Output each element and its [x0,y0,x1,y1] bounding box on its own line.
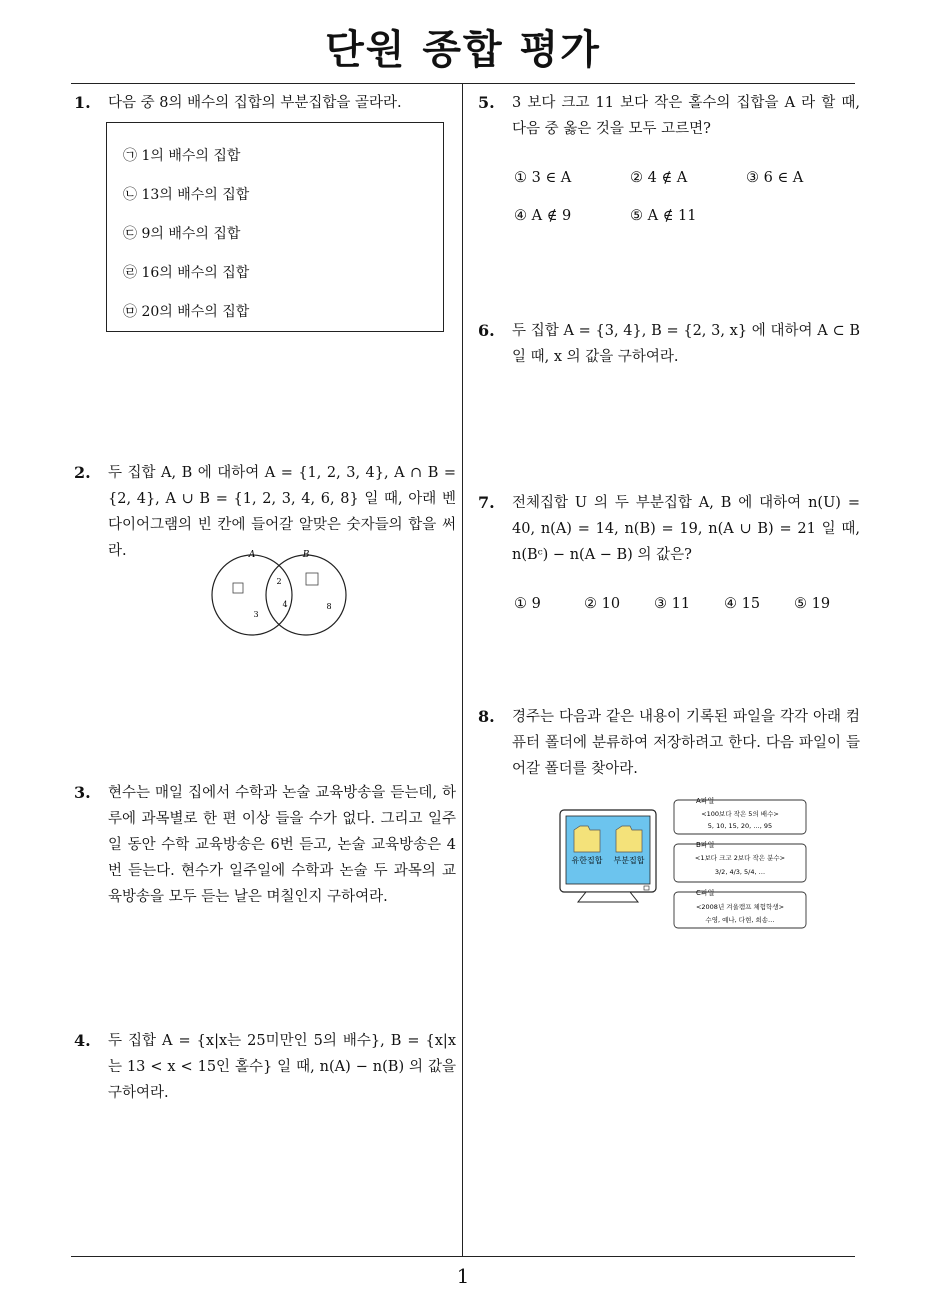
file-line: <100보다 작은 5의 배수> [701,810,779,818]
question-8 [478,704,860,782]
q7-choice: ② 10 [584,596,621,612]
page-number: 1 [456,1264,470,1288]
question-number: 3. [74,783,91,802]
venn-diagram [205,548,355,640]
q5-choice: ④ A ∉ 9 [514,208,572,224]
question-number: 1. [74,93,91,112]
question-text: 경주는 다음과 같은 내용이 기록된 파일을 각각 아래 컴퓨터 폴더에 분류하여 저장하려고 한다. 다음 파일이 들어갈 폴더를 찾아라. [512,709,860,777]
file-card-b [674,840,806,882]
q1-option: ㉢ 9의 배수의 집합 [123,226,241,242]
q1-option: ㉣ 16의 배수의 집합 [123,265,250,281]
q1-option: ㉠ 1의 배수의 집합 [123,148,241,164]
q5-choice: ② 4 ∉ A [630,170,688,186]
footer-rule [71,1256,855,1257]
question-text: 현수는 매일 집에서 수학과 논술 교육방송을 듣는데, 하루에 과목별로 한 편 이상 들을 수가 없다. 그리고 일주일 동안 수학 교육방송은 6번 듣고, 논술 교육방송은 4번 듣는다. 현수가 일주일에 수학과 논술 두 과목의 교육방송을 모두 듣는 날은 며칠인지 구하여라. [108,785,456,905]
q5-choice: ① 3 ∈ A [514,170,572,186]
question-number: 4. [74,1031,91,1050]
q1-option: ㉡ 13의 배수의 집합 [123,187,250,203]
venn-number: 3 [253,610,259,619]
venn-blank-a [233,583,243,593]
q5-choice: ⑤ A ∉ 11 [630,208,697,224]
venn-label-b: B [302,550,310,560]
question-1 [74,90,446,116]
venn-label-a: A [248,550,256,560]
question-number: 8. [478,707,495,726]
question-6 [478,318,860,370]
question-number: 5. [478,93,495,112]
question-7 [478,490,860,568]
file-line: 5, 10, 15, 20, …, 95 [707,822,773,830]
question-text: 두 집합 A = {3, 4}, B = {2, 3, x} 에 대하여 A ⊂ B 일 때, x 의 값을 구하여라. [512,323,860,365]
question-text: 전체집합 U 의 두 부분집합 A, B 에 대하여 n(U) = 40, n(A) = 14, n(B) = 19, n(A ∪ B) = 21 일 때, n(Bᶜ) − n(A − B) 의 값은? [512,495,860,563]
page-title: 단원 종합 평가 [325,27,601,73]
computer-folders-figure [556,792,811,934]
venn-number: 8 [326,602,332,611]
file-line: 수영, 예나, 다현, 희송… [705,916,775,924]
q7-choice: ④ 15 [724,596,761,612]
q1-options-box [106,122,444,332]
file-line: 3/2, 4/3, 5/4, … [714,868,766,876]
venn-number: 4 [282,600,288,609]
folder-label: 유한집합 [571,856,603,865]
question-text: 3 보다 크고 11 보다 작은 홀수의 집합을 A 라 할 때, 다음 중 옳은 것을 모두 고르면? [512,95,860,137]
file-name: B파일 [696,841,715,849]
question-number: 2. [74,463,91,482]
file-name: C파일 [696,889,715,897]
question-number: 6. [478,321,495,340]
file-name: A파일 [696,797,715,805]
question-4 [74,1028,456,1106]
q7-choice: ⑤ 19 [794,596,831,612]
column-divider [462,84,463,1256]
file-line: <1보다 크고 2보다 작은 분수> [694,854,786,862]
venn-blank-b [306,573,318,585]
question-text: 두 집합 A = {x|x는 25미만인 5의 배수}, B = {x|x는 13 < x < 15인 홀수} 일 때, n(A) − n(B) 의 값을 구하여라. [108,1033,456,1101]
venn-number: 2 [276,577,282,586]
q7-choice: ③ 11 [654,596,691,612]
question-number: 7. [478,493,495,512]
q1-option: ㉤ 20의 배수의 집합 [123,304,250,320]
q5-choice: ③ 6 ∈ A [746,170,804,186]
question-text: 다음 중 8의 배수의 집합의 부분집합을 골라라. [108,95,402,111]
header-rule [71,83,855,84]
file-card-c [674,888,806,928]
folder-icon [574,826,600,852]
file-line: <2008년 겨울캠프 체험학생> [695,903,785,911]
question-5 [478,90,860,142]
folder-label: 부분집합 [613,856,645,865]
folder-icon [616,826,642,852]
file-card-a [674,796,806,834]
q7-choice: ① 9 [514,596,541,612]
question-3 [74,780,456,910]
question-text: 두 집합 A, B 에 대하여 A = {1, 2, 3, 4}, A ∩ B = {2, 4}, A ∪ B = {1, 2, 3, 4, 6, 8} 일 때, 아래 벤 다이어그램의 빈 칸에 들어갈 알맞은 숫자들의 합을 써라. [108,465,456,559]
